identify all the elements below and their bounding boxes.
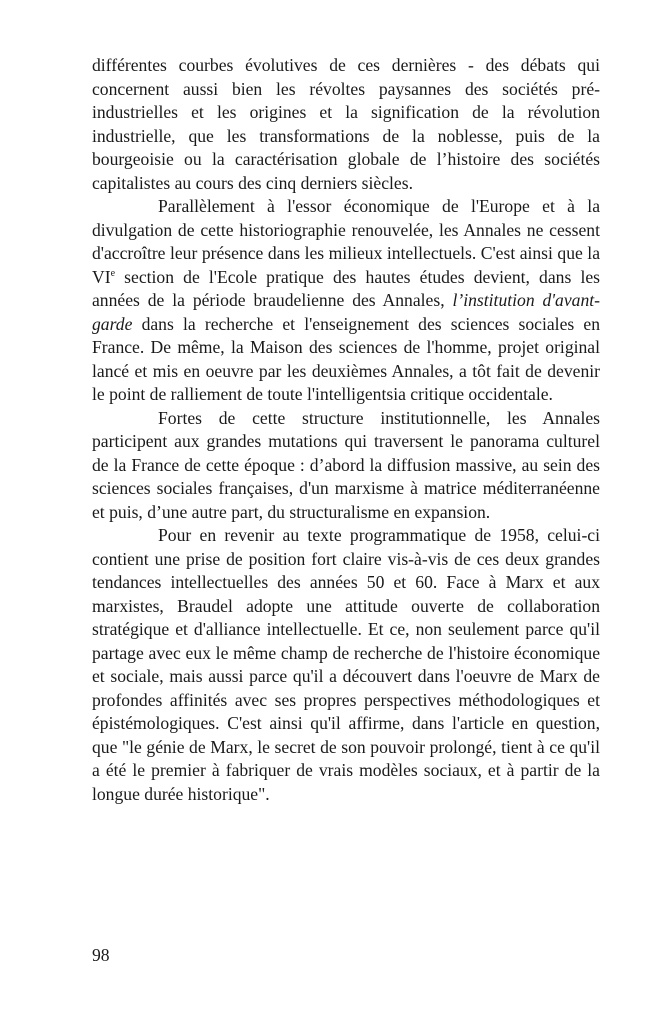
paragraph-1: différentes courbes évolutives de ces dernières - des débats qui concernent aussi bien les révoltes paysannes des sociétés pré-industrielles et les origines et la signification de la révolution industrielle, que les transformations de la noblesse, puis de la bourgeoisie ou la caractérisation globale de l’histoire des sociétés capitalistes au cours des cinq derniers siècles.: [92, 55, 600, 193]
body-text: [92, 54, 600, 806]
paragraph-2: [92, 195, 600, 407]
paragraph-4: Pour en revenir au texte programmatique de 1958, celui-ci contient une prise de position fort claire vis-à-vis de ces deux grandes tendances intellectuelles des années 50 et 60. Face à Marx et aux marxistes, Braudel adopte une attitude ouverte de collaboration stratégique et d'alliance intellectuelle. Et ce, non seulement parce qu'il partage avec eux le même champ de recherche de l'histoire économique et sociale, mais aussi parce qu'il a découvert dans l'oeuvre de Marx de profondes affinités avec ses propres perspectives méthodologiques et épistémologiques. C'est ainsi qu'il affirme, dans l'article en question, que "le génie de Marx, le secret de son pouvoir prolongé, tient à ce qu'il a été le premier à fabriquer de vrais modèles sociaux, et à partir de la longue durée historique".: [92, 525, 600, 804]
paragraph-2-part-1: Parallèlement à l'essor économique de l'Europe et à la divulgation de cette historiographie renouvelée, les Annales ne cessent d'accroître leur présence dans les milieux intellectuels. C'est ainsi que la VI: [92, 196, 600, 287]
italic-phrase: l’institution d'avant-garde: [92, 290, 600, 334]
paragraph-2-part-3: dans la recherche et l'enseignement des sciences sociales en France. De même, la Maison des sciences de l'homme, projet original lancé et mis en oeuvre par les deuxièmes Annales, a tôt fait de devenir le point de ralliement de toute l'intelligentsia critique occidentale.: [92, 313, 600, 404]
page-number: 98: [92, 945, 110, 965]
paragraph-3: Fortes de cette structure institutionnelle, les Annales participent aux grandes mutations qui traversent le panorama culturel de la France de cette époque : d’abord la diffusion massive, au sein des sciences sociales françaises, d'un marxisme à matrice méditerranéenne et puis, d’une autre part, du structuralisme en expansion.: [92, 407, 600, 522]
paragraph-2-part-2: section de l'Ecole pratique des hautes études devient, dans les années de la période braudelienne des Annales,: [92, 266, 600, 310]
roman-numeral-superscript: e: [110, 267, 116, 279]
